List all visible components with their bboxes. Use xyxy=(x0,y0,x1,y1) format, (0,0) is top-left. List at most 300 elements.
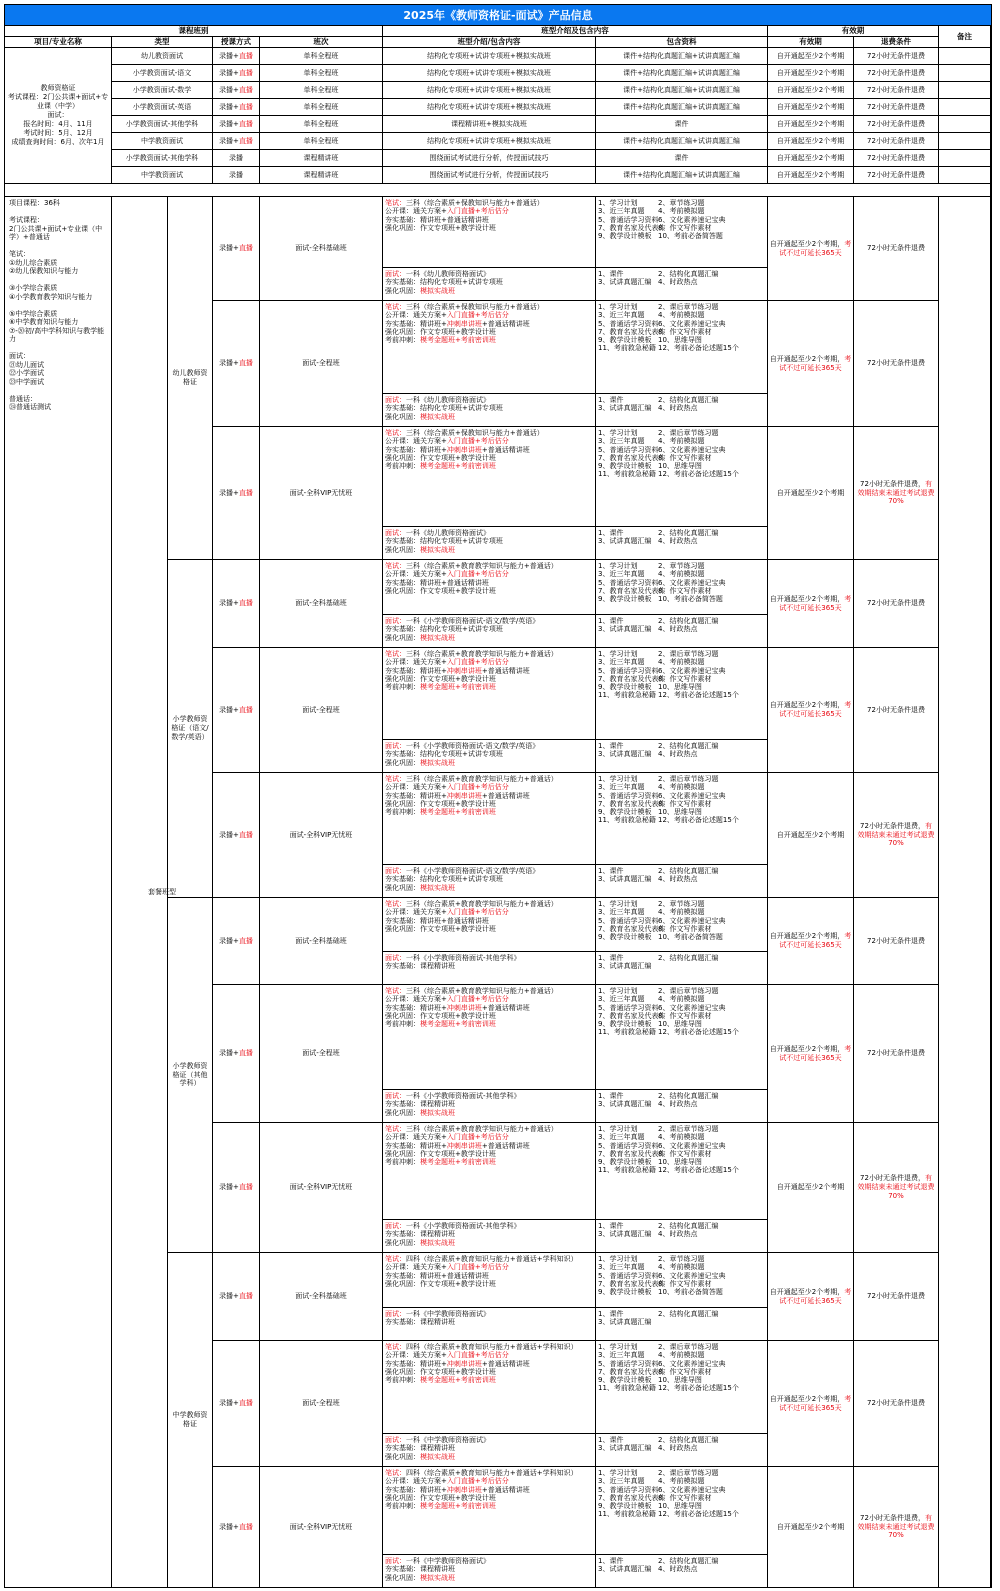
group-type-cell: 幼儿教师资格证 xyxy=(167,197,213,560)
material-item: 5、普通话学习资料 xyxy=(598,916,659,925)
material-item: 3、试讲真题汇编 xyxy=(598,875,652,884)
top-row-intro: 结构化专项班+试讲专项班+模拟实战班 xyxy=(383,99,596,116)
method-live: 直播 xyxy=(238,705,253,714)
material-item: 6、文化素养速记宝典 xyxy=(658,1271,726,1280)
material-item: 6、文化素养速记宝典 xyxy=(658,215,726,224)
top-row-refund: 72小时无条件退费 xyxy=(854,167,939,184)
text-span: 三科（综合素质+教育教学知识与能力+普通话） xyxy=(406,650,558,658)
materials-interview-grid xyxy=(598,1436,767,1453)
text-span: 一科《小学教师资格面试-其他学科》 xyxy=(406,1222,521,1230)
text-span: +普通话精讲班 xyxy=(481,319,530,328)
text-span: 三科（综合素质+教育教学知识与能力+普通话） xyxy=(406,1125,558,1133)
text-span: 冲刺串讲班 xyxy=(446,319,482,328)
foundation-line xyxy=(385,579,595,587)
text-span: 夯实基础：精讲班+ xyxy=(385,1359,447,1368)
interview-foundation-line xyxy=(385,1230,595,1238)
text-span: 夯实基础：结构化专项班+试讲专项班 xyxy=(385,404,503,413)
package-method xyxy=(213,648,260,773)
interview-foundation-line xyxy=(385,1444,595,1452)
materials-written-grid xyxy=(598,1125,767,1175)
text-span: 考前冲刺： xyxy=(385,1020,420,1029)
text-span: 公开课：通关方案+ xyxy=(385,1351,447,1360)
materials-divider xyxy=(596,1307,767,1308)
package-materials xyxy=(596,1467,768,1588)
top-row-refund: 72小时无条件退费 xyxy=(854,150,939,167)
valid-extend: 考试不过可延长365天 xyxy=(779,701,852,718)
interview-strengthen-line xyxy=(385,884,595,892)
written-line xyxy=(385,429,595,437)
material-item: 3、近三年真题 xyxy=(598,1133,645,1142)
materials-divider xyxy=(596,1554,767,1555)
refund-main: 72小时无条件退费， xyxy=(860,1513,925,1522)
text-span: +普通话精讲班 xyxy=(481,1359,530,1368)
material-item: 1、学习计划 xyxy=(598,429,638,437)
top-row-type: 小学教资面试-数学 xyxy=(112,82,213,99)
material-item: 1、学习计划 xyxy=(598,562,638,570)
material-item: 1、学习计划 xyxy=(598,303,638,311)
method-recorded: 录播+ xyxy=(219,359,239,368)
material-item: 2、章节练习题 xyxy=(658,900,705,908)
material-item xyxy=(658,962,768,970)
material-item: 6、文化素养速记宝典 xyxy=(658,1359,726,1368)
materials-written xyxy=(598,987,767,1089)
group-type-cell: 中学教师资格证 xyxy=(167,1253,213,1588)
valid-text xyxy=(768,1288,853,1306)
material-item: 1、课件 xyxy=(598,617,624,625)
text-span: 笔试： xyxy=(385,987,406,995)
text-span: 一科《小学教师资格面试-语文/数学/英语》 xyxy=(406,742,540,750)
package-valid xyxy=(768,197,854,301)
materials-divider xyxy=(596,739,767,740)
materials-interview-grid xyxy=(598,617,767,634)
package-materials xyxy=(596,1123,768,1253)
material-item: 6、文化素养速记宝典 xyxy=(658,1141,726,1150)
material-item: 2、结构化真题汇编 xyxy=(658,1436,719,1444)
top-row-intro: 围绕面试考试进行分析，传授面试技巧 xyxy=(383,167,596,184)
method-recorded: 录播+ xyxy=(219,51,239,60)
materials-interview xyxy=(598,954,767,985)
text-span: +普通话精讲班 xyxy=(481,791,530,800)
text-span: 公开课：通关方案+ xyxy=(385,207,447,216)
header-remark: 备注 xyxy=(939,26,991,48)
open-class-line xyxy=(385,1351,595,1359)
intro-divider xyxy=(383,739,595,740)
package-refund: 72小时无条件退费 xyxy=(854,1253,939,1341)
materials-written-grid xyxy=(598,1343,767,1393)
top-row-remark xyxy=(939,167,991,184)
package-intro xyxy=(383,1341,596,1467)
package-valid: 自开通起至少2个考期 xyxy=(768,1467,854,1588)
material-item: 3、试讲真题汇编 xyxy=(598,1100,652,1109)
text-span: 模考金题班+考前密训班 xyxy=(420,1502,496,1511)
text-span: 冲刺串讲班 xyxy=(446,445,482,454)
text-span: 强化巩固： xyxy=(385,1238,420,1247)
material-item: 12、考前必备论述题15个 xyxy=(658,1510,739,1519)
refund-main: 72小时无条件退费， xyxy=(860,1174,925,1183)
material-item: 2、结构化真题汇编 xyxy=(658,270,719,278)
group-type-cell: 小学教师资格证（其他学科） xyxy=(167,898,213,1253)
materials-written xyxy=(598,429,767,526)
written-block xyxy=(385,303,595,393)
material-item xyxy=(658,1318,768,1326)
material-item: 4、考前模拟题 xyxy=(658,783,705,792)
written-block xyxy=(385,562,595,614)
package-refund: 72小时无条件退费 xyxy=(854,648,939,773)
interview-block xyxy=(385,1092,595,1123)
valid-extend: 考试不过可延长365天 xyxy=(779,354,852,372)
package-intro xyxy=(383,1467,596,1588)
top-row-materials: 课件+结构化真题汇编+试讲真题汇编 xyxy=(596,99,768,116)
top-row-method xyxy=(213,82,260,99)
open-class-line xyxy=(385,207,595,215)
written-block xyxy=(385,775,595,864)
sprint-line xyxy=(385,683,595,691)
materials-interview-grid xyxy=(598,1092,767,1109)
material-item: 3、近三年真题 xyxy=(598,1477,645,1486)
material-item: 4、时政热点 xyxy=(658,1230,698,1239)
text-span: 夯实基础：课程精讲班 xyxy=(385,1230,455,1239)
materials-written xyxy=(598,1255,767,1307)
materials-interview-grid xyxy=(598,954,767,971)
material-item: 5、普通话学习资料 xyxy=(598,1485,659,1494)
interview-strengthen-line xyxy=(385,1453,595,1461)
header-class-intro: 班型介绍/包含内容 xyxy=(383,37,596,48)
spacer-row xyxy=(5,184,991,197)
text-span: 笔试： xyxy=(385,1469,406,1477)
material-item: 1、学习计划 xyxy=(598,1125,638,1133)
material-item: 1、学习计划 xyxy=(598,199,638,207)
method-live: 直播 xyxy=(238,1049,253,1058)
text-span: +普通话精讲班 xyxy=(481,1485,530,1494)
package-class: 面试-全科VIP无忧班 xyxy=(260,1123,383,1253)
top-row-class: 单科全程班 xyxy=(260,65,383,82)
method-recorded: 录播+ xyxy=(219,119,239,128)
text-span: 模拟实战班 xyxy=(420,758,455,767)
text-span: 笔试： xyxy=(385,900,406,908)
strengthen-line xyxy=(385,1280,595,1288)
method-recorded: 录播+ xyxy=(219,488,239,497)
text-span: 三科（综合素质+教育教学知识与能力+普通话） xyxy=(406,562,558,570)
top-row-class: 单科全程班 xyxy=(260,82,383,99)
material-item: 3、试讲真题汇编 xyxy=(598,1318,652,1327)
interview-strengthen-line xyxy=(385,413,595,421)
text-span: 考前冲刺： xyxy=(385,1502,420,1511)
intro-divider xyxy=(383,526,595,527)
refund-text xyxy=(854,480,938,506)
text-span: 三科（综合素质+保教知识与能力+普通话） xyxy=(406,429,544,437)
sheet-title: 2025年《教师资格证-面试》产品信息 xyxy=(5,5,991,26)
product-info-sheet xyxy=(4,4,992,1588)
text-span: 模拟实战班 xyxy=(420,1238,455,1247)
package-refund xyxy=(854,427,939,560)
valid-main: 自开通起至少2个考期， xyxy=(769,932,845,941)
top-row-remark xyxy=(939,116,991,133)
text-span: 强化巩固： xyxy=(385,1573,420,1582)
method-recorded: 录播+ xyxy=(219,1292,239,1301)
material-item: 1、学习计划 xyxy=(598,775,638,783)
interview-block xyxy=(385,867,595,898)
text-span: 强化巩固：作文专项班+教学设计班 xyxy=(385,924,496,933)
package-method xyxy=(213,1467,260,1588)
text-span: 四科（综合素质+教育知识与能力+普通话+学科知识） xyxy=(406,1343,578,1351)
method-live: 直播 xyxy=(238,102,253,111)
material-item: 9、教学设计模板 xyxy=(598,1288,652,1297)
interview-line xyxy=(385,742,595,750)
written-block xyxy=(385,429,595,526)
foundation-line xyxy=(385,667,595,675)
valid-text xyxy=(768,701,853,719)
materials-divider xyxy=(596,1219,767,1220)
package-class: 面试-全科VIP无忧班 xyxy=(260,1467,383,1588)
material-item: 6、文化素养速记宝典 xyxy=(658,666,726,675)
interview-block xyxy=(385,1557,595,1588)
materials-interview-grid xyxy=(598,529,767,546)
material-item: 11、考前救急秘籍 xyxy=(598,1028,656,1037)
header-class: 班次 xyxy=(260,37,383,48)
material-item: 4、考前模拟题 xyxy=(658,995,705,1004)
material-item: 7、教育名家及代表作 xyxy=(598,453,666,462)
material-item: 4、考前模拟题 xyxy=(658,207,705,216)
text-span: 夯实基础：课程精讲班 xyxy=(385,962,455,971)
material-item: 2、课后章节练习题 xyxy=(658,650,719,658)
material-item: 4、时政热点 xyxy=(658,537,698,546)
top-row-valid: 自开通起至少2个考期 xyxy=(768,99,854,116)
text-span: 公开课：通关方案+ xyxy=(385,311,447,320)
text-span: 强化巩固：作文专项班+教学设计班 xyxy=(385,1493,496,1502)
package-class: 面试-全科VIP无忧班 xyxy=(260,427,383,560)
text-span: 入门直播+考后估分 xyxy=(446,783,509,792)
open-class-line xyxy=(385,570,595,578)
material-item: 9、教学设计模板 xyxy=(598,462,652,471)
top-row-class: 课程精讲班 xyxy=(260,150,383,167)
package-intro xyxy=(383,427,596,560)
text-span: 强化巩固：作文专项班+教学设计班 xyxy=(385,1279,496,1288)
text-span: 公开课：通关方案+ xyxy=(385,908,447,917)
sprint-line xyxy=(385,1502,595,1510)
text-span: 夯实基础：精讲班+ xyxy=(385,1485,447,1494)
top-row-type: 中学教资面试 xyxy=(112,133,213,150)
materials-written xyxy=(598,303,767,393)
text-span: 夯实基础：结构化专项班+试讲专项班 xyxy=(385,625,503,634)
method-live: 直播 xyxy=(238,85,253,94)
text-span: 公开课：通关方案+ xyxy=(385,783,447,792)
material-item: 9、教学设计模板 xyxy=(598,1502,652,1511)
text-span: 夯实基础：课程精讲班 xyxy=(385,1565,455,1574)
material-item: 4、考前模拟题 xyxy=(658,658,705,667)
material-item: 9、教学设计模板 xyxy=(598,1020,652,1029)
strengthen-line xyxy=(385,800,595,808)
material-item: 1、课件 xyxy=(598,954,624,962)
materials-divider xyxy=(596,393,767,394)
top-row-materials: 课件+结构化真题汇编+试讲真题汇编 xyxy=(596,82,768,99)
materials-divider xyxy=(596,614,767,615)
strengthen-line xyxy=(385,1494,595,1502)
interview-block xyxy=(385,270,595,301)
top-row-intro: 结构化专项班+试讲专项班+模拟实战班 xyxy=(383,65,596,82)
package-method xyxy=(213,898,260,985)
materials-written-grid xyxy=(598,900,767,941)
text-span: 入门直播+考后估分 xyxy=(446,1133,509,1142)
refund-main: 72小时无条件退费， xyxy=(860,479,925,488)
material-item: 12、考前必备论述题15个 xyxy=(658,1028,739,1037)
package-valid xyxy=(768,1253,854,1341)
interview-block xyxy=(385,954,595,985)
text-span: 模考金题班+考前密训班 xyxy=(420,1158,496,1167)
package-materials xyxy=(596,1253,768,1341)
top-row-method xyxy=(213,65,260,82)
materials-interview-grid xyxy=(598,270,767,287)
text-span: 模拟实战班 xyxy=(420,1108,455,1117)
text-span: 夯实基础：精讲班+普通话精讲班 xyxy=(385,215,489,224)
refund-partial: 有效期结束未通过考试退费70% xyxy=(857,1513,935,1540)
valid-extend: 考试不过可延长365天 xyxy=(779,594,852,612)
text-span: 强化巩固： xyxy=(385,633,420,642)
material-item: 10、考前必备简答题 xyxy=(658,232,723,241)
material-item: 12、考前必备论述题15个 xyxy=(658,691,739,700)
text-span: 一科《中学教师资格面试》 xyxy=(406,1436,490,1444)
text-span: 模考金题班+考前密训班 xyxy=(420,1376,496,1385)
written-line xyxy=(385,562,595,570)
package-refund: 72小时无条件退费 xyxy=(854,1341,939,1467)
top-row-intro: 结构化专项班+试讲专项班+模拟实战班 xyxy=(383,48,596,65)
written-block xyxy=(385,1343,595,1433)
interview-block xyxy=(385,742,595,773)
interview-block xyxy=(385,529,595,560)
top-row-type: 幼儿教资面试 xyxy=(112,48,213,65)
package-valid xyxy=(768,1341,854,1467)
text-span: 模拟实战班 xyxy=(420,545,455,554)
material-item: 1、学习计划 xyxy=(598,900,638,908)
text-span: 夯实基础：精讲班+ xyxy=(385,319,447,328)
valid-main: 自开通起至少2个考期， xyxy=(769,701,845,710)
written-line xyxy=(385,987,595,995)
intro-divider xyxy=(383,1219,595,1220)
method-live: 直播 xyxy=(238,1522,253,1531)
material-item: 6、文化素养速记宝典 xyxy=(658,916,726,925)
method-recorded: 录播+ xyxy=(219,244,239,253)
text-span: 强化巩固：作文专项班+教学设计班 xyxy=(385,223,496,232)
intro-divider xyxy=(383,393,595,394)
material-item: 12、考前必备论述题15个 xyxy=(658,1166,739,1175)
text-span: 夯实基础：精讲班+普通话精讲班 xyxy=(385,578,489,587)
materials-interview xyxy=(598,1222,767,1253)
method-recorded: 录播+ xyxy=(219,68,239,77)
materials-interview-grid xyxy=(598,867,767,884)
method-recorded: 录播+ xyxy=(219,1183,239,1192)
sprint-line xyxy=(385,808,595,816)
material-item: 5、普通话学习资料 xyxy=(598,215,659,224)
text-span: 入门直播+考后估分 xyxy=(446,658,509,667)
material-item: 8、作文写作素材 xyxy=(658,327,712,336)
materials-interview-grid xyxy=(598,396,767,413)
material-item: 1、课件 xyxy=(598,1436,624,1444)
refund-partial: 有效期结束未通过考试退费70% xyxy=(857,1174,935,1200)
material-item: 10、考前必备简答题 xyxy=(658,933,723,942)
text-span: 笔试： xyxy=(385,1125,406,1133)
text-span: 夯实基础：精讲班+ xyxy=(385,1003,447,1012)
material-item: 6、文化素养速记宝典 xyxy=(658,1003,726,1012)
material-item: 2、课后章节练习题 xyxy=(658,1469,719,1477)
package-valid: 自开通起至少2个考期 xyxy=(768,427,854,560)
top-row-method xyxy=(213,150,260,167)
package-intro xyxy=(383,301,596,427)
text-span: 冲刺串讲班 xyxy=(446,1359,482,1368)
text-span: 夯实基础：精讲班+普通话精讲班 xyxy=(385,1271,489,1280)
sprint-line xyxy=(385,1376,595,1384)
foundation-line xyxy=(385,792,595,800)
materials-written xyxy=(598,199,767,267)
material-item: 2、结构化真题汇编 xyxy=(658,529,719,537)
material-item: 3、试讲真题汇编 xyxy=(598,278,652,287)
written-block xyxy=(385,1469,595,1554)
material-item: 9、教学设计模板 xyxy=(598,336,652,345)
open-class-line xyxy=(385,783,595,791)
package-materials xyxy=(596,1341,768,1467)
text-span: 夯实基础：结构化专项班+试讲专项班 xyxy=(385,278,503,287)
interview-line xyxy=(385,1222,595,1230)
method-live: 直播 xyxy=(238,1183,253,1192)
method-recorded: 录播+ xyxy=(219,830,239,839)
package-materials xyxy=(596,197,768,301)
package-materials xyxy=(596,985,768,1123)
material-item: 4、考前模拟题 xyxy=(658,570,705,579)
text-span: 强化巩固：作文专项班+教学设计班 xyxy=(385,1149,496,1158)
materials-written xyxy=(598,650,767,739)
text-span: 入门直播+考后估分 xyxy=(446,908,509,917)
text-span: 强化巩固： xyxy=(385,883,420,892)
interview-line xyxy=(385,270,595,278)
material-item: 9、教学设计模板 xyxy=(598,683,652,692)
text-span: 强化巩固：作文专项班+教学设计班 xyxy=(385,327,496,336)
intro-divider xyxy=(383,951,595,952)
text-span: 笔试： xyxy=(385,775,406,783)
method-recorded: 录播 xyxy=(229,153,243,162)
top-row-remark xyxy=(939,150,991,167)
material-item: 2、结构化真题汇编 xyxy=(658,1310,719,1318)
material-item: 4、考前模拟题 xyxy=(658,1133,705,1142)
text-span: 三科（综合素质+教育教学知识与能力+普通话） xyxy=(406,775,558,783)
valid-extend: 考试不过可延长365天 xyxy=(779,1287,852,1305)
written-block xyxy=(385,987,595,1089)
material-item: 11、考前救急秘籍 xyxy=(598,816,656,825)
text-span: 入门直播+考后估分 xyxy=(446,1351,509,1360)
material-item: 1、课件 xyxy=(598,1092,624,1100)
material-item: 3、试讲真题汇编 xyxy=(598,537,652,546)
material-item: 4、时政热点 xyxy=(658,1100,698,1109)
material-item: 8、作文写作素材 xyxy=(658,223,712,232)
package-kind-cell: 套餐班型 xyxy=(112,197,213,1588)
top-row-intro: 课程精讲班+模拟实战班 xyxy=(383,116,596,133)
open-class-line xyxy=(385,658,595,666)
package-refund xyxy=(854,773,939,898)
bottom-remark-cell xyxy=(939,197,991,1588)
package-refund: 72小时无条件退费 xyxy=(854,898,939,985)
text-span: 模考金题班+考前密训班 xyxy=(420,808,496,817)
top-row-class: 单科全程班 xyxy=(260,116,383,133)
package-intro xyxy=(383,985,596,1123)
top-row-valid: 自开通起至少2个考期 xyxy=(768,48,854,65)
valid-extend: 考试不过可延长365天 xyxy=(779,239,852,257)
materials-written-grid xyxy=(598,1469,767,1519)
strengthen-line xyxy=(385,587,595,595)
top-row-valid: 自开通起至少2个考期 xyxy=(768,65,854,82)
interview-line xyxy=(385,396,595,404)
material-item: 1、课件 xyxy=(598,1557,624,1565)
open-class-line xyxy=(385,908,595,916)
package-refund: 72小时无条件退费 xyxy=(854,197,939,301)
valid-text xyxy=(768,1395,853,1413)
text-span: 强化巩固：作文专项班+教学设计班 xyxy=(385,1011,496,1020)
